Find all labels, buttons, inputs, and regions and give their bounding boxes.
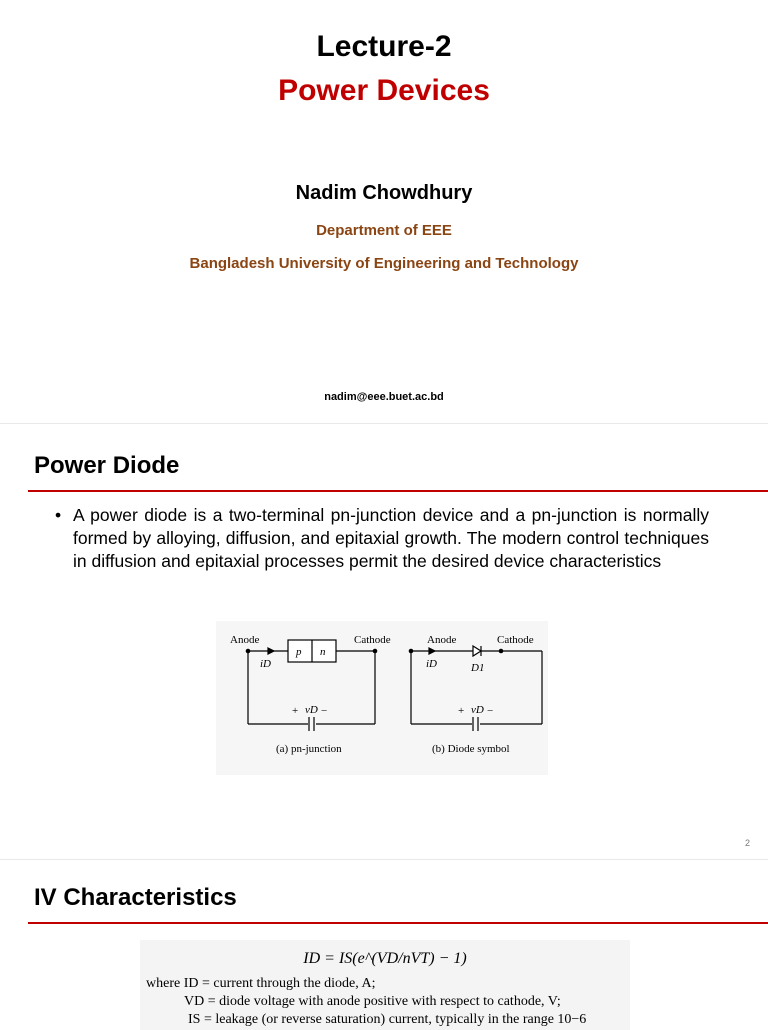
lecture-subtitle: Power Devices: [278, 74, 490, 107]
diode-circuit-diagram: [216, 621, 548, 775]
caption-b: (b) Diode symbol: [432, 743, 510, 755]
cathode-label-b: Cathode: [497, 634, 534, 646]
current-label-a: iD: [260, 658, 271, 670]
section-title: IV Characteristics: [34, 884, 237, 911]
bullet-point: [57, 504, 709, 573]
power-diode-slide: [0, 424, 768, 860]
n-label: n: [320, 646, 326, 658]
title-rule: [28, 490, 768, 492]
diode-label: D1: [471, 662, 485, 674]
cathode-label-a: Cathode: [354, 634, 391, 646]
current-label-b: iD: [426, 658, 437, 670]
plus-label-b: +: [458, 705, 465, 717]
author-email[interactable]: nadim@eee.buet.ac.bd: [324, 391, 444, 403]
voltage-label-a: vD: [305, 704, 318, 716]
p-label: p: [296, 646, 302, 658]
section-title: Power Diode: [34, 452, 180, 479]
equation-block: [140, 940, 630, 1030]
title-slide: [0, 0, 768, 424]
title-rule: [28, 922, 768, 924]
definition-line: where ID = current through the diode, A;: [146, 976, 376, 991]
bullet-dot-icon: •: [55, 505, 62, 525]
department-name: Department of EEE: [316, 222, 452, 239]
definition-line: VD = diode voltage with anode positive with respect to cathode, V;: [184, 994, 561, 1009]
anode-label-b: Anode: [427, 634, 457, 646]
anode-label-a: Anode: [230, 634, 260, 646]
minus-label-b: −: [487, 705, 494, 717]
lecture-title: Lecture-2: [316, 30, 452, 63]
diode-equation: ID = IS(e^(VD/nVT) − 1): [303, 950, 467, 967]
iv-characteristics-slide: [0, 860, 768, 1027]
minus-label-a: −: [321, 705, 328, 717]
diode-figure: [216, 621, 548, 775]
author-name: Nadim Chowdhury: [295, 182, 473, 204]
university-name: Bangladesh University of Engineering and Technology: [189, 255, 579, 272]
page-number: 2: [744, 838, 750, 848]
plus-label-a: +: [292, 705, 299, 717]
definition-line: IS = leakage (or reverse saturation) current, typically in the range 10−6: [188, 1012, 587, 1027]
caption-a: (a) pn-junction: [276, 743, 342, 755]
voltage-label-b: vD: [471, 704, 484, 716]
bullet-text: A power diode is a two-terminal pn-junction device and a pn-junction is normally formed by alloying, diffusion, and epitaxial growth. The modern control techniques in diffusion and epitaxial processes permit the desired device characteristics: [73, 505, 709, 571]
